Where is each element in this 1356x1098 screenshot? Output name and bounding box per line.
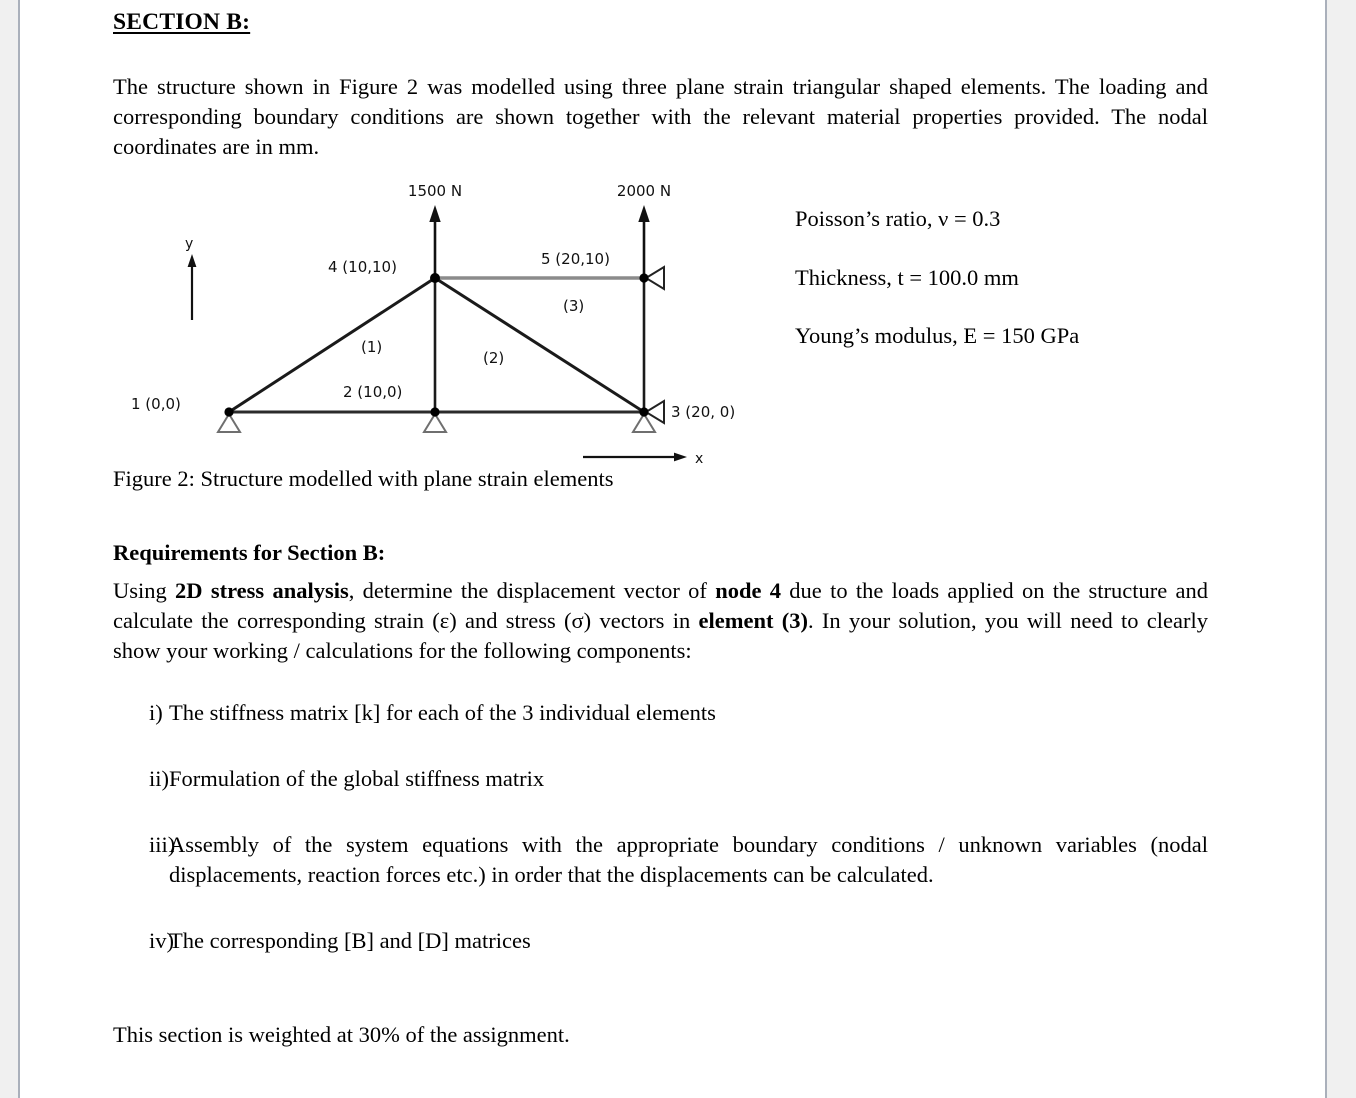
load-label-2000n: 2000 N [616,182,672,200]
node-label-5: 5 (20,10) [541,250,610,268]
req-text-part4: . In your solution, you will need to clearly show your working / calculations for the following components: [113,608,1208,663]
figure-2 [113,180,1208,490]
property-thickness: Thickness, t = 100.0 mm [795,265,1019,290]
property-youngs-modulus: Young’s modulus, E = 150 GPa [795,323,1080,348]
element-label-1: (1) [361,338,383,356]
list-item-marker: i) [149,700,163,725]
list-item-marker: iv) [149,928,174,953]
list-item-text: Assembly of the system equations with the appropriate boundary conditions / unknown variables (nodal displacements, reaction forces etc.) in order that the displacements can be calculated. [169,832,1208,887]
node-label-1: 1 (0,0) [131,395,181,413]
list-item-text: The stiffness matrix [k] for each of the 3 individual elements [169,700,716,725]
requirements-title: Requirements for Section B: [113,540,386,565]
node-dot-4 [430,273,440,283]
document-page [18,0,1327,1098]
x-axis-arrow [583,453,687,462]
x-axis-label: x [695,451,704,467]
y-axis-label: y [185,236,194,252]
weighting-note: This section is weighted at 30% of the assignment. [113,1022,570,1047]
req-text-part1: Using [113,578,176,603]
structure-diagram [113,180,773,480]
list-item [113,830,1208,890]
list-item [113,698,1208,728]
requirements-body [113,576,1208,666]
node-label-3: 3 (20, 0) [671,403,736,421]
req-bold-element-3: element (3) [698,608,808,633]
list-item-text: Formulation of the global stiffness matrix [169,766,545,791]
support-node-3-vertical [633,414,655,432]
element-label-2: (2) [483,349,505,367]
load-label-1500n: 1500 N [407,182,463,200]
node-dot-1 [224,407,233,416]
node-dot-5 [639,273,648,282]
member-1-4 [229,278,435,412]
load-arrow-node-4 [429,205,440,278]
element-label-3: (3) [563,297,585,315]
list-item-marker: iii) [149,832,176,857]
req-bold-node-4: node 4 [715,578,782,603]
node-label-2: 2 (10,0) [343,383,403,401]
req-text-part2: , determine the displacement vector of [348,578,716,603]
support-node-1 [218,414,240,432]
list-item [113,926,1208,956]
support-node-2 [424,414,446,432]
node-dot-3 [639,407,648,416]
page-title: SECTION B: [113,9,251,35]
node-dot-2 [430,407,439,416]
property-poissons-ratio: Poisson’s ratio, ν = 0.3 [795,206,1001,231]
list-item-marker: ii) [149,766,169,791]
list-item-text: The corresponding [B] and [D] matrices [169,928,531,953]
member-4-3 [435,278,644,412]
requirements-list [113,698,1208,992]
node-label-4: 4 (10,10) [328,258,397,276]
list-item [113,764,1208,794]
req-text-part3: due to the loads applied on the structure and calculate the corresponding strain (ε) and stress (σ) vectors in [113,578,1208,633]
load-arrow-node-5 [638,205,649,278]
req-bold-2d-stress-analysis: 2D stress analysis [175,578,349,603]
support-node-3-horizontal [646,401,664,423]
intro-paragraph: The structure shown in Figure 2 was modelled using three plane strain triangular shaped elements. The loading and corresponding boundary conditions are shown together with the relevant material properties provided. The nodal coordinates are in mm. [113,74,1208,159]
support-node-5-horizontal [646,267,664,289]
y-axis-arrow [188,254,197,320]
figure-caption: Figure 2: Structure modelled with plane strain elements [113,466,614,491]
